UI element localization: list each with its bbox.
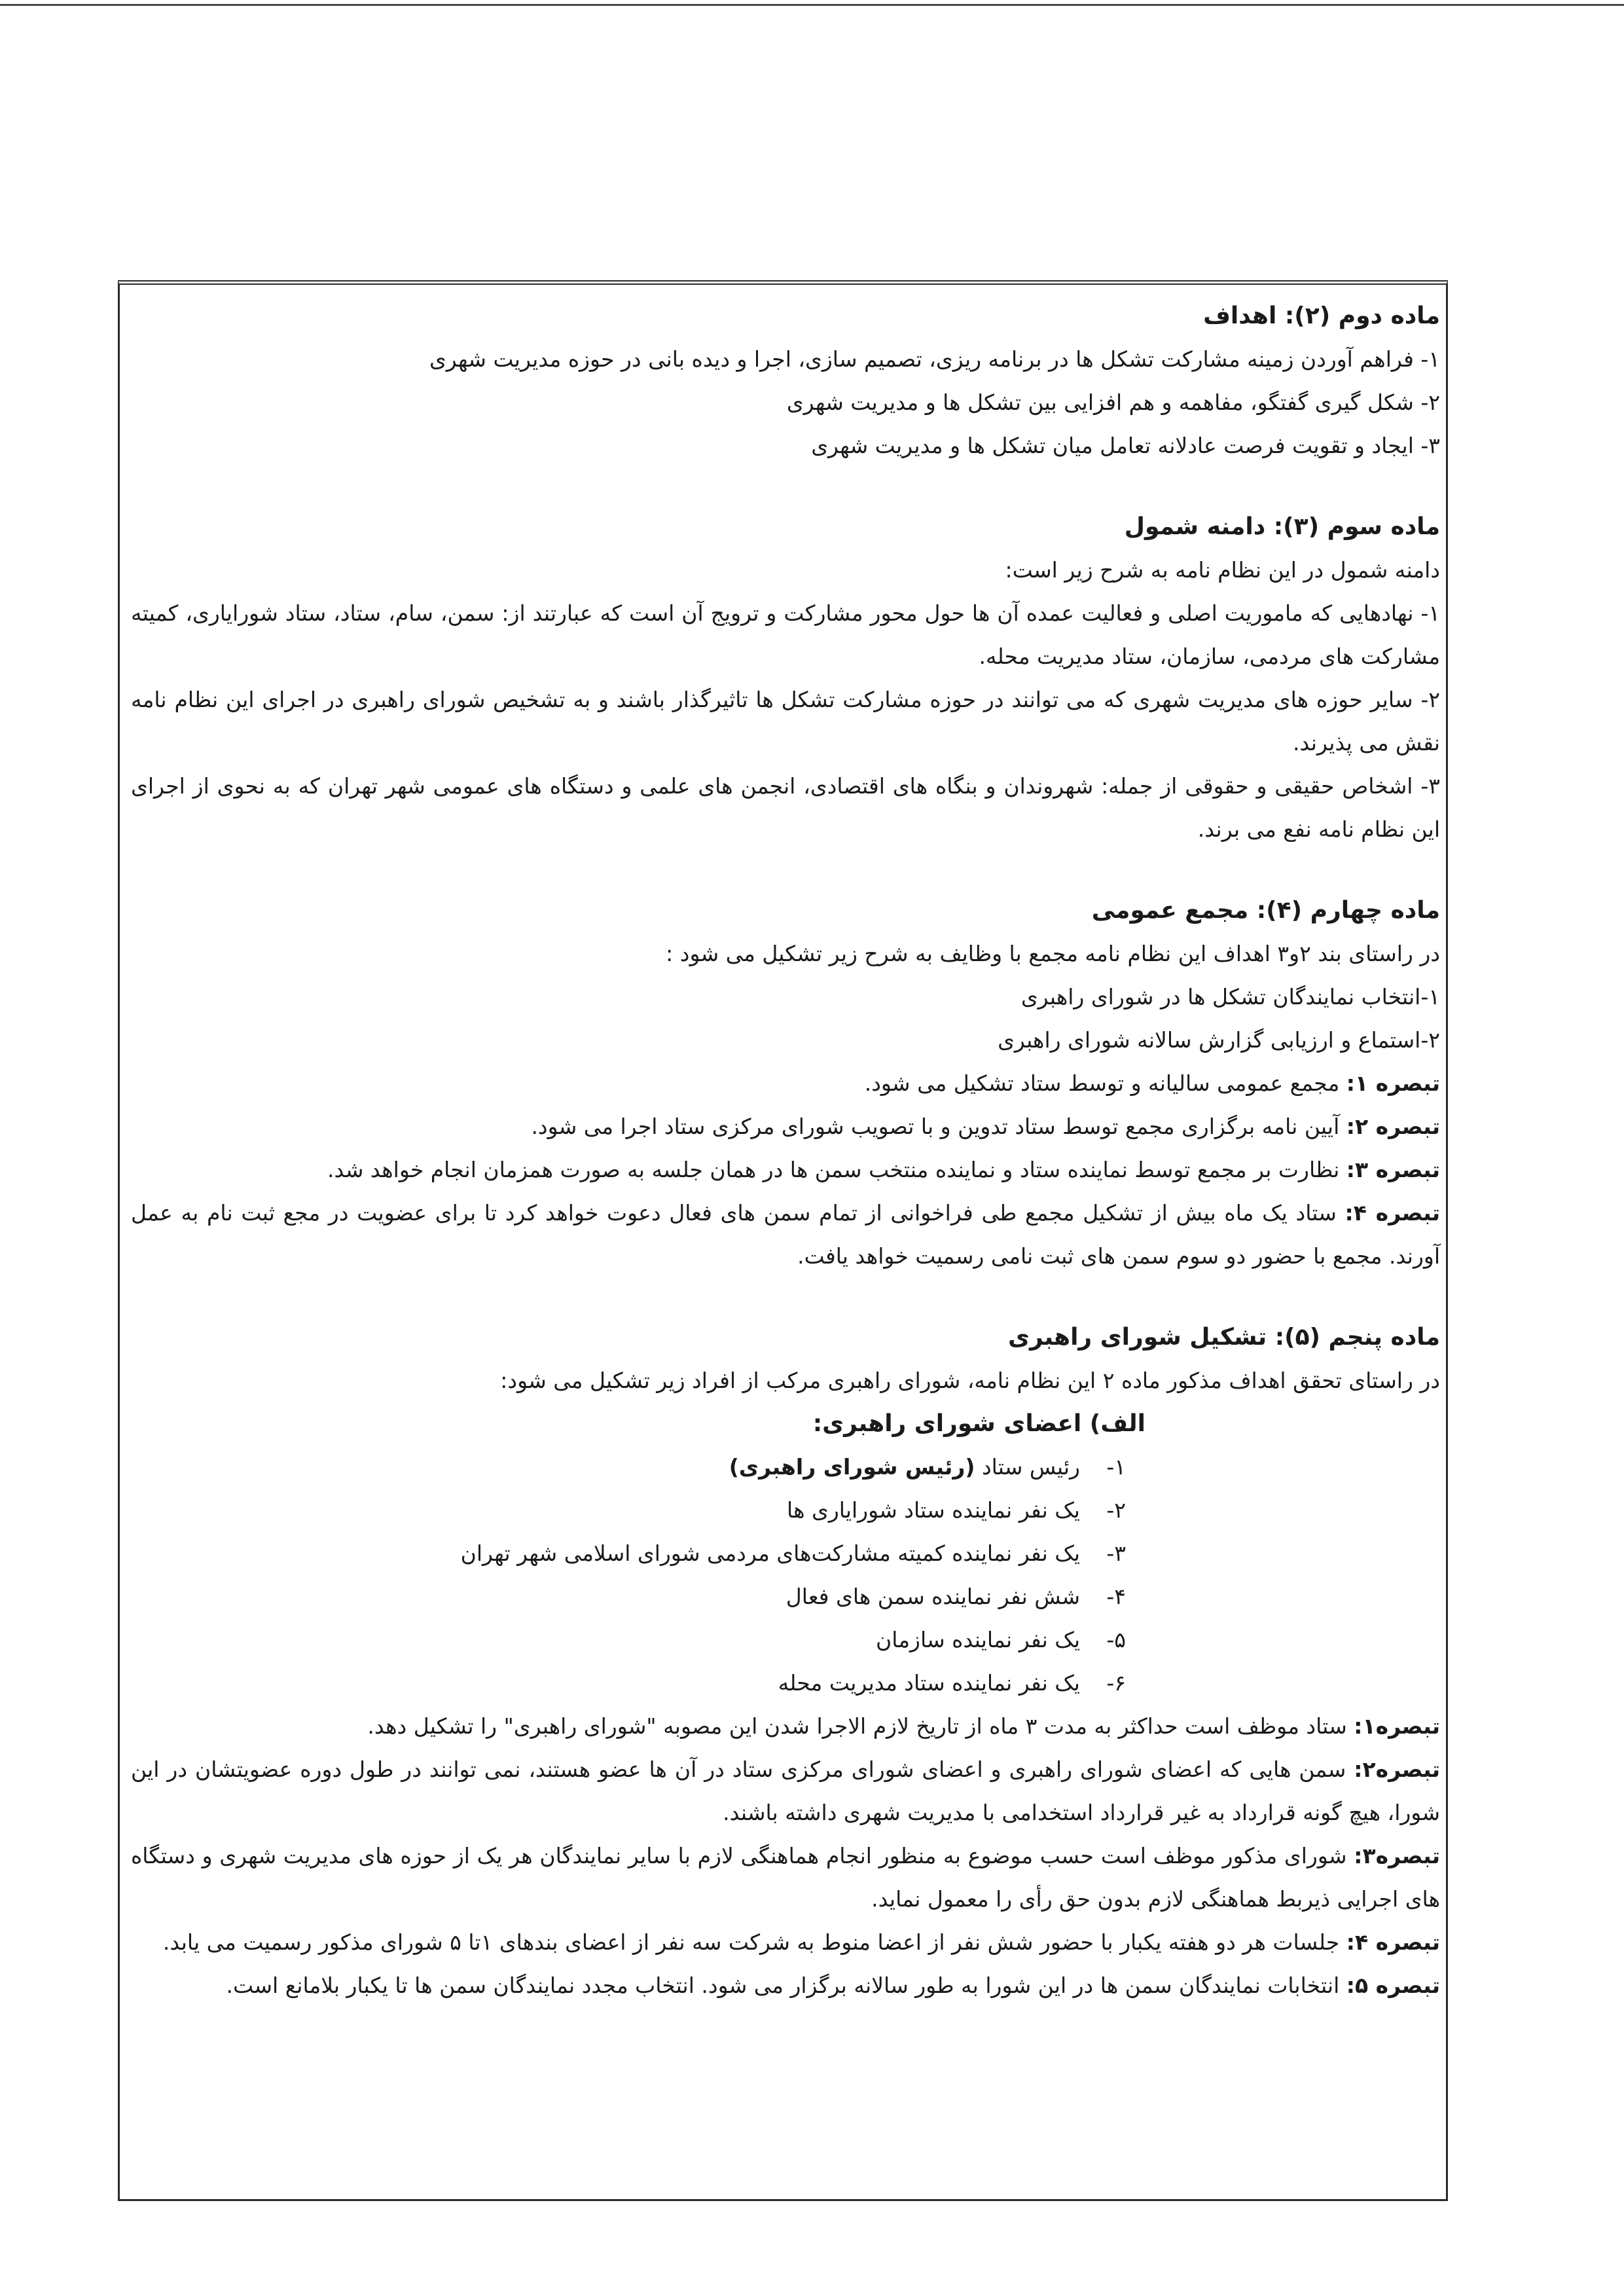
scan-top-rule xyxy=(0,4,1624,6)
note-text: شورای مذکور موظف است حسب موضوع به منظور انجام هماهنگی لازم با سایر نمایندگان هر یک از حوزه های مدیریت شهری و دستگاه های اجرایی ذیربط هماهنگی لازم بدون حق رأی را معمول نماید. xyxy=(131,1843,1440,1912)
article-3-item-3: ۳- اشخاص حقیقی و حقوقی از جمله: شهروندان و بنگاه های اقتصادی، انجمن های علمی و دستگاه های عمومی شهر تهران که به نحوی از اجرای این نظام نامه نفع می برند. xyxy=(131,773,1440,842)
council-member-1 xyxy=(131,1446,1440,1489)
note-label: تبصره۱: xyxy=(1354,1713,1440,1739)
article-3 xyxy=(131,505,1440,851)
note-label: تبصره ۴: xyxy=(1344,1200,1440,1226)
article-4-title: ماده چهارم (۴): مجمع عمومی xyxy=(1091,897,1440,924)
article-4-item-1: ۱-انتخاب نمایندگان تشکل ها در شورای راهبری xyxy=(1020,984,1440,1010)
member-text: شش نفر نماینده سمن های فعال xyxy=(785,1584,1080,1609)
council-member-4 xyxy=(131,1575,1440,1618)
article-3-intro: دامنه شمول در این نظام نامه به شرح زیر است: xyxy=(1005,557,1440,583)
note-text: ستاد موظف است حداکثر به مدت ۳ ماه از تاریخ لازم الاجرا شدن این مصوبه "شورای راهبری" را تشکیل دهد. xyxy=(367,1713,1354,1739)
article-3-item-2: ۲- سایر حوزه های مدیریت شهری که می توانند در حوزه مشارکت تشکل ها تاثیرگذار باشند و به تشخیص شورای راهبری در اجرای این نظام نامه نقش می پذیرند. xyxy=(131,687,1440,756)
article-2-item-3: ۳- ایجاد و تقویت فرصت عادلانه تعامل میان تشکل ها و مدیریت شهری xyxy=(811,433,1440,458)
note-label: تبصره۲: xyxy=(1354,1757,1440,1782)
note-label: تبصره ۱: xyxy=(1346,1070,1440,1096)
article-5-note-3 xyxy=(131,1834,1440,1921)
note-text: جلسات هر دو هفته یکبار با حضور شش نفر از اعضا منوط به شرکت سه نفر از اعضای بندهای ۱تا ۵ شورای مذکور رسمیت می یابد. xyxy=(162,1929,1346,1955)
article-4-note-3 xyxy=(131,1148,1440,1192)
article-2-item-2: ۲- شکل گیری گفتگو، مفاهمه و هم افزایی بین تشکل ها و مدیریت شهری xyxy=(786,390,1440,415)
member-text: یک نفر نماینده کمیته مشارکت‌های مردمی شورای اسلامی شهر تهران xyxy=(460,1540,1080,1566)
article-4-note-1 xyxy=(131,1062,1440,1105)
note-label: تبصره۳: xyxy=(1354,1843,1440,1868)
article-5-note-4 xyxy=(131,1921,1440,1964)
article-5 xyxy=(131,1316,1440,2007)
member-number: ۴- xyxy=(1106,1584,1126,1609)
council-member-2 xyxy=(131,1489,1440,1532)
note-text: مجمع عمومی سالیانه و توسط ستاد تشکیل می شود. xyxy=(864,1070,1346,1096)
document-body xyxy=(131,295,1440,2007)
note-label: تبصره ۳: xyxy=(1346,1157,1440,1182)
council-members-heading: الف) اعضای شورای راهبری: xyxy=(812,1410,1146,1437)
article-4-item-2: ۲-استماع و ارزیابی گزارش سالانه شورای راهبری xyxy=(998,1027,1440,1053)
article-2-title: ماده دوم (۲): اهداف xyxy=(1203,302,1440,329)
member-number: ۱- xyxy=(1106,1454,1126,1480)
note-text: ستاد یک ماه بیش از تشکیل مجمع طی فراخوانی از تمام سمن های فعال دعوت خواهد کرد تا برای عضویت در مجع ثبت نام به عمل آورند. مجمع با حضور دو سوم سمن های ثبت نامی رسمیت خواهد یافت. xyxy=(131,1200,1440,1269)
article-4-note-2 xyxy=(131,1105,1440,1148)
member-number: ۵- xyxy=(1106,1627,1126,1652)
article-3-item-1: ۱- نهادهایی که ماموریت اصلی و فعالیت عمده آن ها حول محور مشارکت و ترویج آن است که عبارتند از: سمن، سام، ستاد، ستاد شورایاری، کمیته مشارکت های مردمی، سازمان، ستاد مدیریت محله. xyxy=(131,600,1440,669)
member-number: ۶- xyxy=(1106,1670,1126,1696)
member-text: رئیس ستاد xyxy=(975,1454,1080,1480)
member-number: ۳- xyxy=(1106,1540,1126,1566)
article-5-intro: در راستای تحقق اهداف مذکور ماده ۲ این نظام نامه، شورای راهبری مرکب از افراد زیر تشکیل می شود: xyxy=(500,1368,1440,1393)
council-member-6 xyxy=(131,1662,1440,1705)
note-label: تبصره ۴: xyxy=(1346,1929,1440,1955)
note-text: انتخابات نمایندگان سمن ها در این شورا به طور سالانه برگزار می شود. انتخاب مجدد نمایندگان سمن ها تا یکبار بلامانع است. xyxy=(226,1973,1346,1998)
member-number: ۲- xyxy=(1106,1497,1126,1523)
note-text: نظارت بر مجمع توسط نماینده ستاد و نماینده منتخب سمن ها در همان جلسه به صورت همزمان انجام خواهد شد. xyxy=(327,1157,1346,1182)
note-text: آیین نامه برگزاری مجمع توسط ستاد تدوین و با تصویب شورای مرکزی ستاد اجرا می شود. xyxy=(531,1114,1346,1139)
article-5-title: ماده پنجم (۵): تشکیل شورای راهبری xyxy=(1008,1324,1440,1351)
council-member-5 xyxy=(131,1618,1440,1662)
article-3-title: ماده سوم (۳): دامنه شمول xyxy=(1124,513,1440,540)
article-4-intro: در راستای بند ۲و۳ اهداف این نظام نامه مجمع با وظایف به شرح زیر تشکیل می شود : xyxy=(666,941,1440,966)
article-5-note-1 xyxy=(131,1705,1440,1748)
member-text: یک نفر نماینده سازمان xyxy=(876,1627,1080,1652)
council-member-3 xyxy=(131,1532,1440,1575)
member-text: یک نفر نماینده ستاد شورایاری ها xyxy=(787,1497,1080,1523)
article-4 xyxy=(131,889,1440,1278)
note-label: تبصره ۵: xyxy=(1346,1973,1440,1998)
member-text: یک نفر نماینده ستاد مدیریت محله xyxy=(778,1670,1080,1696)
article-2 xyxy=(131,295,1440,467)
note-label: تبصره ۲: xyxy=(1346,1114,1440,1139)
article-5-note-2 xyxy=(131,1748,1440,1834)
article-2-item-1: ۱- فراهم آوردن زمینه مشارکت تشکل ها در برنامه ریزی، تصمیم سازی، اجرا و دیده بانی در حوزه مدیریت شهری xyxy=(429,346,1440,372)
article-4-note-4 xyxy=(131,1192,1440,1278)
note-text: سمن هایی که اعضای شورای راهبری و اعضای شورای مرکزی ستاد در آن ها عضو هستند، نمی توانند در طول دوره عضویتشان در این شورا، هیچ گونه قرارداد به غیر قرارداد استخدامی با مدیریت شهری داشته باشند. xyxy=(131,1757,1440,1825)
article-5-note-5 xyxy=(131,1964,1440,2007)
member-role: (رئیس شورای راهبری) xyxy=(729,1454,975,1480)
